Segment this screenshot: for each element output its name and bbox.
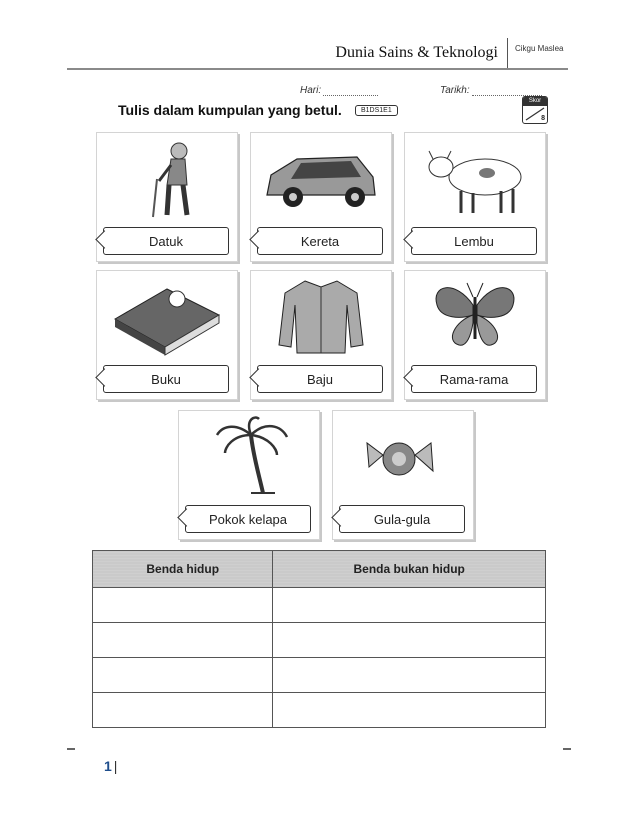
- footer-dash-right: [563, 748, 571, 750]
- header-author: Cikgu Maslea: [515, 44, 564, 53]
- label-baju: Baju: [257, 365, 383, 393]
- coconut-tree-icon: [189, 415, 309, 497]
- hari-label: Hari:: [300, 85, 322, 96]
- footer-dash-left: [67, 748, 75, 750]
- skor-box: [522, 96, 548, 124]
- card-buku: [96, 270, 238, 400]
- page-header: [0, 0, 638, 75]
- grandfather-icon: [107, 137, 227, 219]
- table-row: [93, 588, 546, 623]
- card-lembu: [404, 132, 546, 262]
- answer-cell[interactable]: [93, 623, 273, 658]
- butterfly-icon: [415, 275, 535, 357]
- instruction-text: Tulis dalam kumpulan yang betul.: [118, 102, 342, 118]
- answer-cell[interactable]: [93, 588, 273, 623]
- answer-cell[interactable]: [273, 658, 546, 693]
- page-footer: [0, 735, 638, 795]
- label-gula-gula: Gula-gula: [339, 505, 465, 533]
- label-datuk: Datuk: [103, 227, 229, 255]
- label-lembu: Lembu: [411, 227, 537, 255]
- table-header-row: [93, 551, 546, 588]
- label-buku: Buku: [103, 365, 229, 393]
- card-baju: [250, 270, 392, 400]
- candy-icon: [343, 415, 463, 497]
- table-row: [93, 658, 546, 693]
- page-number-bar: |: [113, 758, 118, 774]
- tarikh-label: Tarikh:: [440, 85, 470, 96]
- book-icon: [107, 275, 227, 357]
- answer-cell[interactable]: [93, 658, 273, 693]
- skor-label: Skor: [523, 97, 547, 106]
- header-benda-hidup: Benda hidup: [93, 551, 273, 588]
- answer-cell[interactable]: [93, 693, 273, 728]
- header-divider: [507, 38, 508, 70]
- header-title: Dunia Sains & Teknologi: [335, 44, 498, 61]
- page-number: [104, 758, 117, 774]
- header-rule: [67, 68, 568, 70]
- cow-icon: [415, 137, 535, 219]
- code-badge: B1DS1E1: [355, 105, 398, 116]
- label-kereta: Kereta: [257, 227, 383, 255]
- card-pokok-kelapa: [178, 410, 320, 540]
- worksheet: [90, 80, 550, 730]
- label-pokok-kelapa: Pokok kelapa: [185, 505, 311, 533]
- label-rama-rama: Rama-rama: [411, 365, 537, 393]
- tarikh-field: [440, 85, 542, 96]
- card-datuk: [96, 132, 238, 262]
- table-row: [93, 623, 546, 658]
- card-rama-rama: [404, 270, 546, 400]
- hari-line: [323, 87, 378, 96]
- answer-cell[interactable]: [273, 588, 546, 623]
- answer-cell[interactable]: [273, 693, 546, 728]
- tarikh-line: [472, 87, 542, 96]
- page-number-value: 1: [104, 758, 112, 774]
- answer-cell[interactable]: [273, 623, 546, 658]
- shirt-icon: [261, 275, 381, 357]
- car-icon: [261, 137, 381, 219]
- card-kereta: [250, 132, 392, 262]
- hari-field: [300, 85, 378, 96]
- worksheet-head: [90, 80, 550, 130]
- header-benda-bukan-hidup: Benda bukan hidup: [273, 551, 546, 588]
- skor-max: 8: [541, 115, 545, 122]
- card-gula-gula: [332, 410, 474, 540]
- answer-table: [92, 550, 546, 728]
- table-row: [93, 693, 546, 728]
